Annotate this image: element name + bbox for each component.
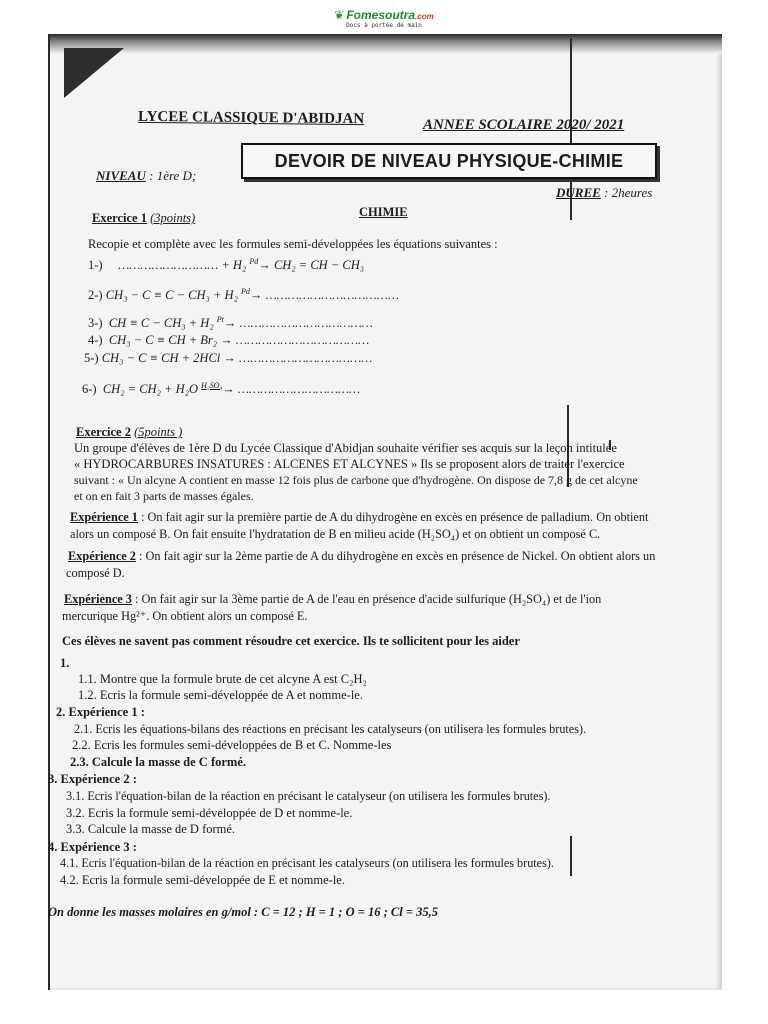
- exam-title-box: [241, 143, 657, 179]
- question-1-2: 1.2. Ecris la formule semi-développée de A et nomme-le.: [78, 688, 363, 702]
- exercise-1-instruction: Recopie et complète avec les formules semi-développées les équations suivantes :: [88, 237, 498, 251]
- equation-1: 1-) ……………………… + H₂ $^{Pd}$→ CH₂ = CH − CH₃: [88, 257, 365, 273]
- exercise-2-intro-line: suivant : « Un alcyne A contient en masse 12 fois plus de carbone que d'hydrogène. On dispose de 7,8 g de cet alcyne: [74, 473, 638, 487]
- question-3-3: 3.3. Calcule la masse de D formé.: [66, 822, 236, 836]
- exercise-2-heading: Exercice 2 (5points ): [76, 425, 183, 439]
- question-3-2: 3.2. Ecris la formule semi-développée de D et nomme-le.: [66, 806, 353, 820]
- question-2-1: 2.1. Ecris les équations-bilans des réactions en précisant les catalyseurs (on utilisera les formules brutes).: [74, 722, 587, 736]
- exercise-2-intro-line: « HYDROCARBURES INSATURES : ALCENES ET ALCYNES » Ils se proposent alors de traiter l'exercice: [74, 457, 625, 471]
- equation-5: 5-) CH₃ − C ≡ CH + 2HCl → ………………………………: [84, 351, 373, 365]
- level: NIVEAU : 1ère D;: [96, 168, 197, 183]
- equation-4: 4-) CH₃ − C ≡ CH + Br₂ → ………………………………: [88, 333, 370, 347]
- question-4-2: 4.2. Ecris la formule semi-développée de E et nomme-le.: [60, 873, 345, 887]
- scan-corner: [64, 48, 124, 98]
- question-2-2: 2.2. Ecris les formules semi-développées de B et C. Nomme-les: [72, 738, 392, 752]
- school-name: LYCEE CLASSIQUE D'ABIDJAN: [137, 108, 365, 128]
- exercise-1-heading: Exercice 1 (3points): [92, 211, 196, 225]
- scan-line: [570, 836, 572, 876]
- question-2-heading: 2. Expérience 1 :: [56, 705, 145, 719]
- duration: DUREE : 2heures: [556, 185, 653, 200]
- exercise-2-callout: Ces élèves ne savent pas comment résoudre cet exercice. Ils te sollicitent pour les aider: [62, 634, 520, 648]
- equation-6: 6-) CH₂ = CH₂ + H₂O $^{H_2SO_4}$→ ……………………………: [82, 381, 361, 397]
- experience-1-text: alors un composé B. On fait ensuite l'hydratation de B en milieu acide (H₂SO₄) et on obtient un composé C.: [70, 527, 601, 541]
- equation-3: 3-) CH ≡ C − CH₃ + H₂ $^{Pt}$→ ………………………………: [88, 315, 373, 331]
- equation-2: 2-) CH₃ − C ≡ C − CH₃ + H₂ $^{Pd}$→ ………………………………: [88, 287, 399, 303]
- experience-3-text: Expérience 3 : On fait agir sur la 3ème partie de A de l'eau en présence d'acide sulfurique (H₂SO₄) et de l'ion: [64, 592, 602, 606]
- question-1-number: 1.: [60, 656, 70, 670]
- leaf-icon: ❦: [334, 8, 345, 22]
- molar-masses: On donne les masses molaires en g/mol : C = 12 ; H = 1 ; O = 16 ; Cl = 35,5: [48, 905, 438, 919]
- question-4-heading: 4. Expérience 3 :: [48, 840, 137, 854]
- experience-3-text: mercurique Hg²⁺. On obtient alors un composé E.: [62, 609, 308, 623]
- exercise-2-intro-line: Un groupe d'élèves de 1ère D du Lycée Classique d'Abidjan souhaite vérifier ses acquis sur la leçon intitulée: [74, 441, 617, 455]
- question-3-1: 3.1. Ecris l'équation-bilan de la réaction en précisant le catalyseur (on utilisera les formules brutes).: [66, 789, 551, 803]
- logo-tagline: Docs à portée de main: [346, 22, 422, 29]
- school-year: ANNEE SCOLAIRE 2020/ 2021: [423, 117, 625, 133]
- experience-2-text: Expérience 2 : On fait agir sur la 2ème partie de A du dihydrogène en excès en présence de Nickel. On obtient alors un: [68, 549, 656, 563]
- exercise-2-intro-line: et on en fait 3 parts de masses égales.: [74, 489, 254, 503]
- question-1-1: 1.1. Montre que la formule brute de cet alcyne A est C₂H₂: [78, 672, 367, 686]
- experience-1-text: Expérience 1 : On fait agir sur la première partie de A du dihydrogène en excès en présence de palladium. On obtient: [70, 510, 649, 524]
- question-3-heading: 3. Expérience 2 :: [48, 772, 137, 786]
- experience-2-text: composé D.: [66, 566, 125, 580]
- section-title: CHIMIE: [359, 205, 408, 219]
- fomesoutra-logo[interactable]: ❦ Fomesoutra.com Docs à portée de main: [330, 8, 438, 36]
- exam-title: DEVOIR DE NIVEAU PHYSIQUE-CHIMIE: [274, 151, 624, 171]
- question-2-3: 2.3. Calcule la masse de C formé.: [70, 755, 247, 769]
- question-4-1: 4.1. Ecris l'équation-bilan de la réaction en précisant les catalyseurs (on utilisera les formules brutes).: [60, 856, 554, 870]
